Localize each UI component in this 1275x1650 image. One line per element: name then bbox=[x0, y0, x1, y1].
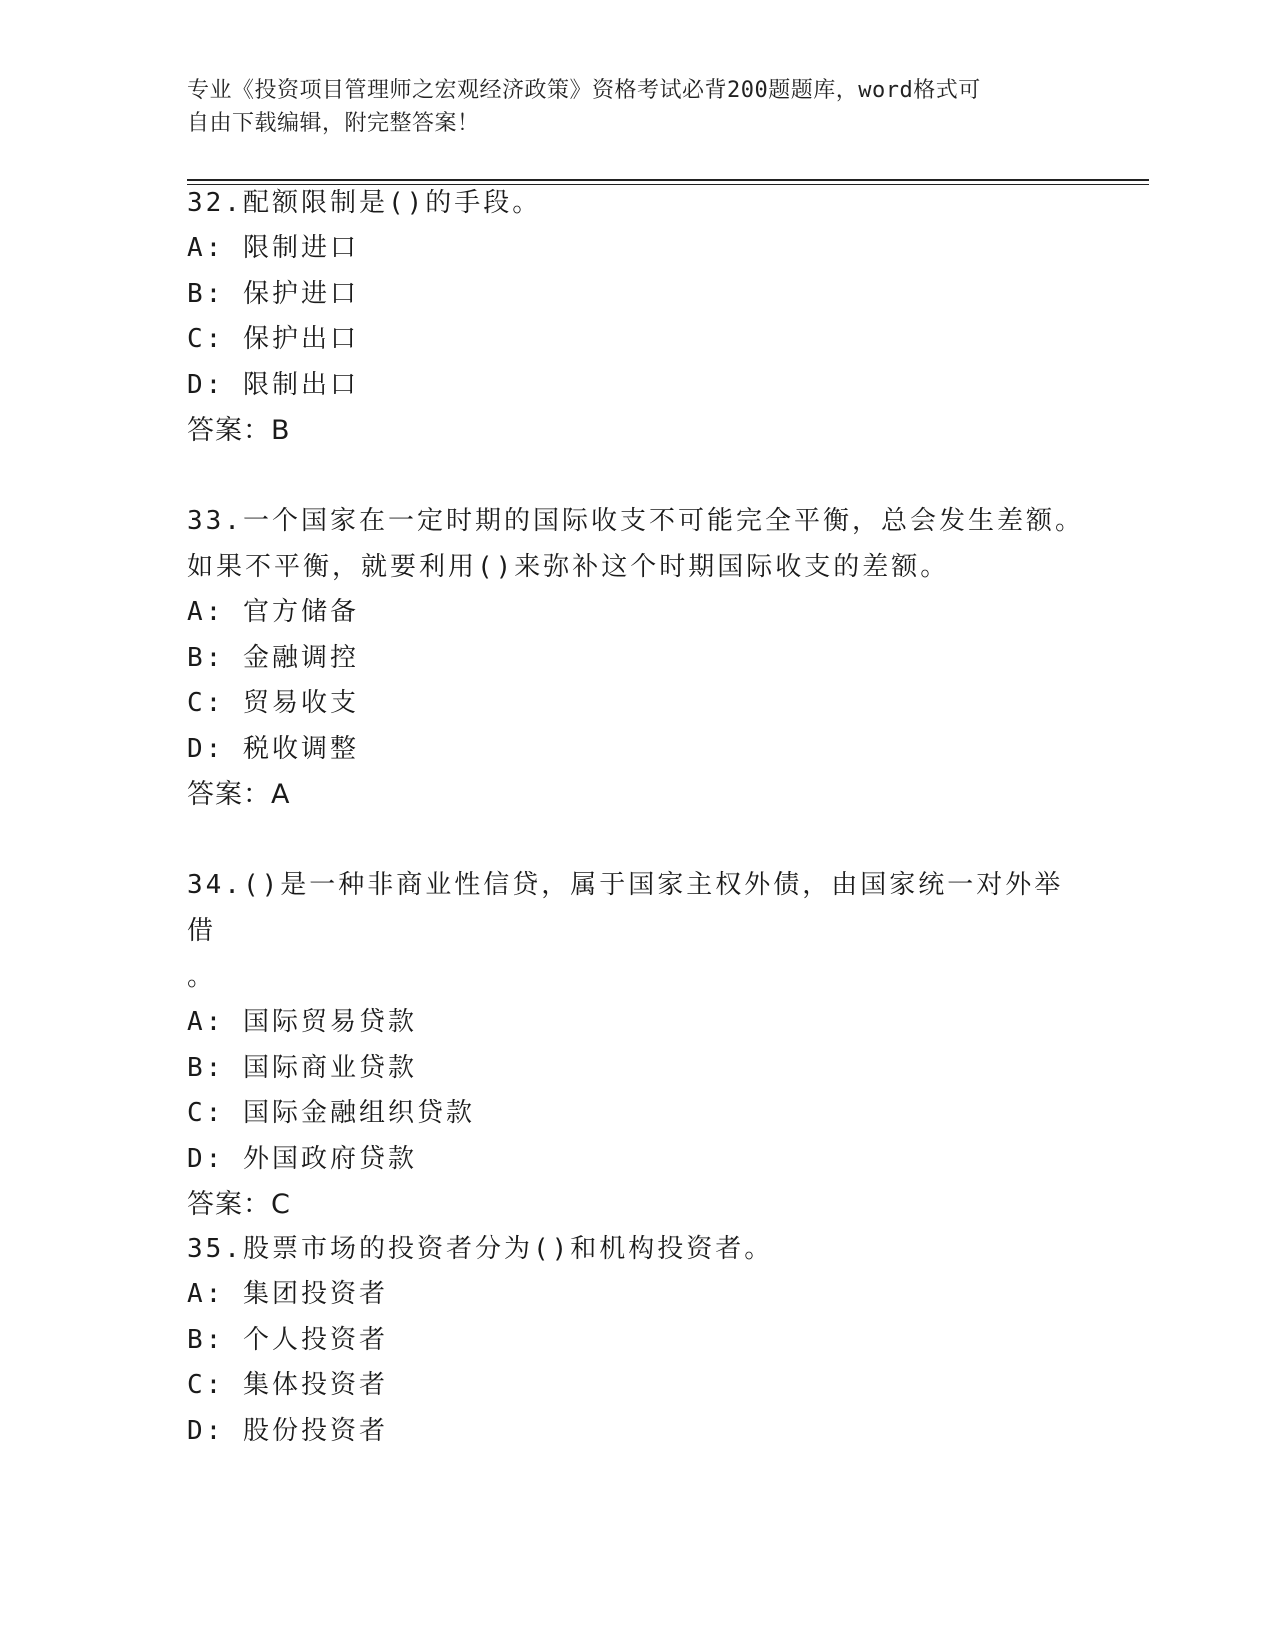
option-b: B: 个人投资者 bbox=[187, 1324, 388, 1355]
option-d: D: 外国政府贷款 bbox=[187, 1143, 417, 1174]
option-d: D: 限制出口 bbox=[187, 369, 359, 400]
question-stem: 32.配额限制是()的手段。 bbox=[187, 188, 542, 218]
document-header bbox=[187, 74, 1087, 140]
question-32 bbox=[187, 180, 1087, 454]
header-line-1: 专业《投资项目管理师之宏观经济政策》资格考试必背200题题库，word格式可 bbox=[187, 78, 981, 103]
answer: 答案：C bbox=[187, 1189, 291, 1220]
option-a: A: 限制进口 bbox=[187, 233, 359, 263]
option-d: D: 税收调整 bbox=[187, 733, 359, 764]
question-stem: 35.股票市场的投资者分为()和机构投资者。 bbox=[187, 1234, 774, 1264]
question-34 bbox=[187, 862, 1087, 1228]
question-33 bbox=[187, 498, 1087, 818]
question-stem: 34.()是一种非商业性信贷，属于国家主权外债，由国家统一对外举借 。 bbox=[187, 870, 1064, 992]
option-c: C: 贸易收支 bbox=[187, 688, 359, 718]
answer: 答案：B bbox=[187, 415, 291, 446]
option-c: C: 集体投资者 bbox=[187, 1370, 388, 1400]
question-35 bbox=[187, 1226, 1087, 1454]
option-b: B: 保护进口 bbox=[187, 278, 359, 309]
question-stem: 33.一个国家在一定时期的国际收支不可能完全平衡，总会发生差额。如果不平衡，就要利用()来弥补这个时期国际收支的差额。 bbox=[187, 506, 1084, 582]
option-a: A: 国际贸易贷款 bbox=[187, 1007, 417, 1037]
option-b: B: 金融调控 bbox=[187, 642, 359, 673]
header-line-2: 自由下载编辑，附完整答案！ bbox=[187, 111, 480, 136]
option-c: C: 国际金融组织贷款 bbox=[187, 1098, 475, 1128]
option-d: D: 股份投资者 bbox=[187, 1415, 388, 1446]
option-a: A: 官方储备 bbox=[187, 597, 359, 627]
option-b: B: 国际商业贷款 bbox=[187, 1052, 417, 1083]
option-a: A: 集团投资者 bbox=[187, 1279, 388, 1309]
option-c: C: 保护出口 bbox=[187, 324, 359, 354]
answer: 答案：A bbox=[187, 779, 291, 810]
